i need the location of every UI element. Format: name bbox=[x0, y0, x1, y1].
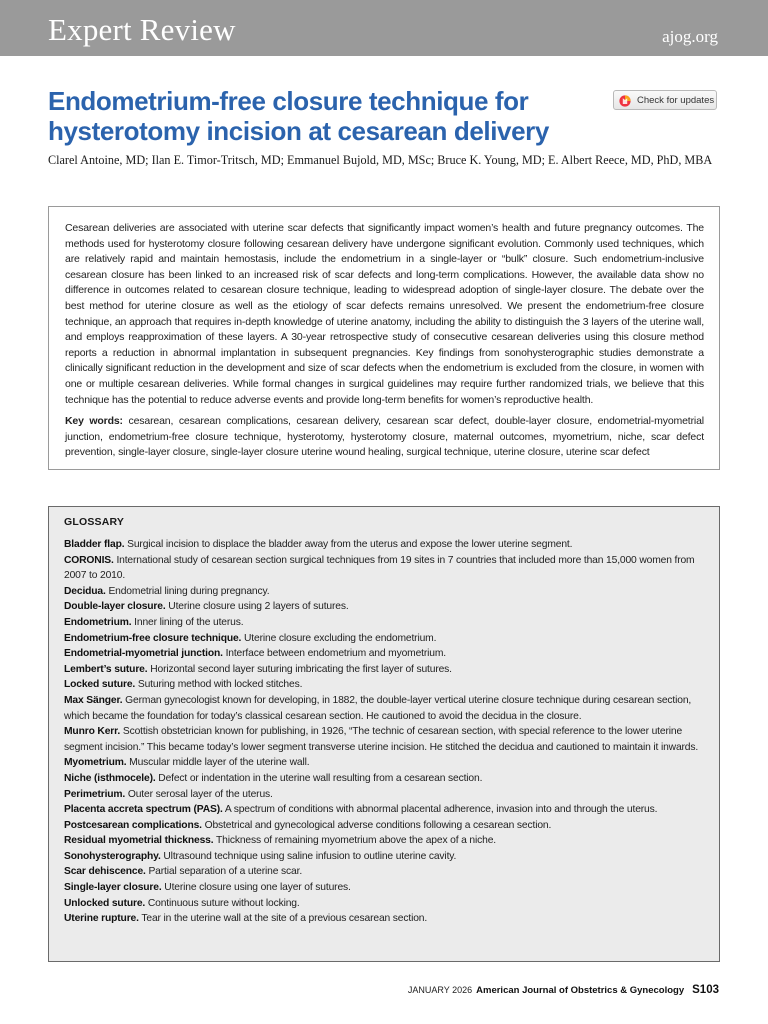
glossary-term: Postcesarean complications. bbox=[64, 819, 202, 831]
glossary-box bbox=[48, 506, 720, 962]
glossary-term: Bladder flap. bbox=[64, 539, 125, 550]
glossary-term: Placenta accreta spectrum (PAS). bbox=[64, 804, 223, 816]
glossary-entry bbox=[64, 724, 705, 755]
glossary-entry bbox=[64, 584, 705, 600]
glossary-entry bbox=[64, 599, 705, 615]
glossary-entry bbox=[64, 802, 705, 818]
glossary-term: Sonohysterography. bbox=[64, 850, 161, 862]
glossary-definition: Continuous suture without locking. bbox=[147, 897, 300, 909]
glossary-definition: Partial separation of a uterine scar. bbox=[148, 866, 303, 878]
glossary-term: CORONIS. bbox=[64, 554, 114, 566]
glossary-entry bbox=[64, 615, 705, 631]
abstract-box bbox=[48, 206, 720, 470]
glossary-entry bbox=[64, 646, 705, 662]
author-list: Clarel Antoine, MD; Ilan E. Timor-Tritsch, MD; Emmanuel Bujold, MD, MSc; Bruce K. Young, MD; E. Albert Reece, MD, PhD, MBA bbox=[48, 153, 713, 167]
section-title: Expert Review bbox=[48, 12, 236, 47]
glossary-term: Unlocked suture. bbox=[64, 897, 146, 909]
glossary-definition: Obstetrical and gynecological adverse conditions following a cesarean section. bbox=[204, 819, 552, 831]
glossary-definition: German gynecologist known for developing, in 1882, the double-layer vertical uterine closure technique during cesarean section, which became the foundation for today’s classical cesarean section. He cautioned to avoid the decidua in the closure. bbox=[64, 694, 692, 722]
issue-date: JANUARY 2026 bbox=[407, 985, 473, 995]
glossary-definition: Interface between endometrium and myometrium. bbox=[225, 648, 447, 660]
glossary-definition: Inner lining of the uterus. bbox=[134, 616, 244, 628]
glossary-definition: Suturing method with locked stitches. bbox=[137, 679, 303, 691]
crossmark-icon bbox=[619, 94, 631, 106]
glossary-entry bbox=[64, 537, 705, 553]
glossary-entry bbox=[64, 787, 705, 803]
glossary-term: Perimetrium. bbox=[64, 788, 126, 800]
page-number: S103 bbox=[692, 984, 719, 996]
glossary-term: Endometrium. bbox=[64, 616, 132, 628]
glossary-term: Niche (isthmocele). bbox=[64, 772, 156, 784]
abstract-text: Cesarean deliveries are associated with uterine scar defects that significantly impact women’s health and future pregnancy outcomes. The methods used for hysterotomy closure following cesarean delivery have undergone significant evolution. Commonly used techniques, which are relatively rapid and maintain hemostasis, include the endometrium in a single-layer or “bulk” closure. Such endometrium-inclusive cesarean closure has been linked to an increased risk of scar defects and long-term complications. However, the available data show no difference in outcomes related to cesarean closure technique, leading to widespread adoption of single-layer closure. The debate over the best method for uterine closure as well as the etiology of scar defects remains unresolved. We present the endometrium-free closure technique, an approach that requires in-depth knowledge of uterine anatomy, including the ability to distinguish the 3 layers of the uterine wall, and employs reapproximation of these layers. A 30-year retrospective study of consecutive cesarean deliveries using this closure method reports a reduction in abnormal implantation in subsequent pregnancies. Key findings from sonohysterographic studies demonstrate a clinically significant reduction in the development and size of scar defects when the endometrium is excluded from the closure, in women with one or multiple cesarean deliveries. While formal changes in surgical guidelines may require further randomized trials, we believe that this technique has the potential to reduce adverse events and provide long-term benefits for women’s reproductive health. bbox=[65, 222, 704, 406]
glossary-entry bbox=[64, 864, 705, 880]
glossary-entry bbox=[64, 677, 705, 693]
glossary-term: Munro Kerr. bbox=[64, 726, 121, 738]
glossary-definition: Muscular middle layer of the uterine wall. bbox=[129, 757, 310, 769]
glossary-term: Myometrium. bbox=[64, 757, 127, 769]
check-for-updates-button[interactable] bbox=[613, 90, 717, 110]
glossary-definition: International study of cesarean section surgical techniques from 19 sites in 7 countries that included more than 15,000 women from 2007 to 2010. bbox=[64, 554, 695, 582]
page-footer bbox=[408, 984, 719, 996]
glossary-entry bbox=[64, 662, 705, 678]
glossary-definition: Endometrial lining during pregnancy. bbox=[108, 585, 270, 597]
glossary-entry bbox=[64, 755, 705, 771]
glossary-entry bbox=[64, 833, 705, 849]
glossary-definition: Uterine closure using one layer of sutures. bbox=[164, 882, 351, 894]
glossary-heading: GLOSSARY bbox=[64, 516, 125, 528]
header-band bbox=[0, 0, 768, 56]
glossary-term: Lembert’s suture. bbox=[64, 663, 148, 675]
keywords bbox=[65, 414, 704, 461]
glossary-definition: Surgical incision to displace the bladder away from the uterus and expose the lower uterine segment. bbox=[127, 539, 573, 550]
glossary-entry bbox=[64, 771, 705, 787]
glossary-entry bbox=[64, 849, 705, 865]
glossary-entry bbox=[64, 911, 705, 927]
glossary-definition: Horizontal second layer suturing imbricating the first layer of sutures. bbox=[150, 663, 452, 675]
keywords-text: cesarean, cesarean complications, cesarean delivery, cesarean scar defect, double-layer closure, endometrial-myometrial junction, endometrium-free closure technique, hysterotomy, hysterotomy closure, maternal outcomes, myometrium, niche, scar defect prevention, single-layer closure, single-layer closure uterine wound healing, surgical technique, uterine closure, uterine scar defect bbox=[65, 415, 704, 459]
glossary-term: Decidua. bbox=[64, 585, 106, 597]
glossary-entry bbox=[64, 818, 705, 834]
glossary-definition: Outer serosal layer of the uterus. bbox=[127, 788, 273, 800]
glossary-entry bbox=[64, 693, 705, 724]
glossary-term: Double-layer closure. bbox=[64, 601, 166, 613]
glossary-definition: Scottish obstetrician known for publishing, in 1926, “The technic of cesarean section, with special reference to the lower uterine segment incision.” This became today’s lower segment transverse uterine incision. He stitched the decidua and cautioned to maintain it inwards. bbox=[64, 726, 699, 753]
glossary-definition: Ultrasound technique using saline infusion to outline uterine cavity. bbox=[163, 850, 457, 862]
glossary-entry bbox=[64, 631, 705, 647]
glossary-term: Uterine rupture. bbox=[64, 913, 139, 925]
glossary-definition: A spectrum of conditions with abnormal placental adherence, invasion into and through the uterus. bbox=[224, 804, 658, 816]
glossary-list bbox=[64, 537, 705, 927]
glossary-definition: Tear in the uterine wall at the site of a previous cesarean section. bbox=[141, 913, 428, 925]
glossary-definition: Uterine closure excluding the endometrium. bbox=[244, 632, 437, 644]
article-title: Endometrium-free closure technique for hysterotomy incision at cesarean delivery bbox=[48, 86, 549, 146]
glossary-term: Max Sänger. bbox=[64, 694, 123, 706]
glossary-definition: Defect or indentation in the uterine wall resulting from a cesarean section. bbox=[158, 772, 483, 784]
glossary-term: Endometrial-myometrial junction. bbox=[64, 648, 223, 660]
journal-site-link[interactable]: ajog.org bbox=[662, 27, 718, 46]
glossary-term: Residual myometrial thickness. bbox=[64, 835, 214, 847]
keywords-label: Key words: bbox=[65, 415, 123, 428]
glossary-term: Locked suture. bbox=[64, 679, 136, 691]
glossary-definition: Thickness of remaining myometrium above the apex of a niche. bbox=[215, 835, 497, 847]
glossary-entry bbox=[64, 880, 705, 896]
glossary-term: Endometrium-free closure technique. bbox=[64, 632, 242, 644]
glossary-entry bbox=[64, 553, 705, 584]
glossary-term: Scar dehiscence. bbox=[64, 866, 146, 878]
check-for-updates-label: Check for updates bbox=[637, 94, 715, 106]
glossary-term: Single-layer closure. bbox=[64, 882, 162, 894]
journal-name: American Journal of Obstetrics & Gynecology bbox=[476, 985, 685, 996]
glossary-entry bbox=[64, 896, 705, 912]
glossary-definition: Uterine closure using 2 layers of sutures. bbox=[168, 601, 349, 613]
